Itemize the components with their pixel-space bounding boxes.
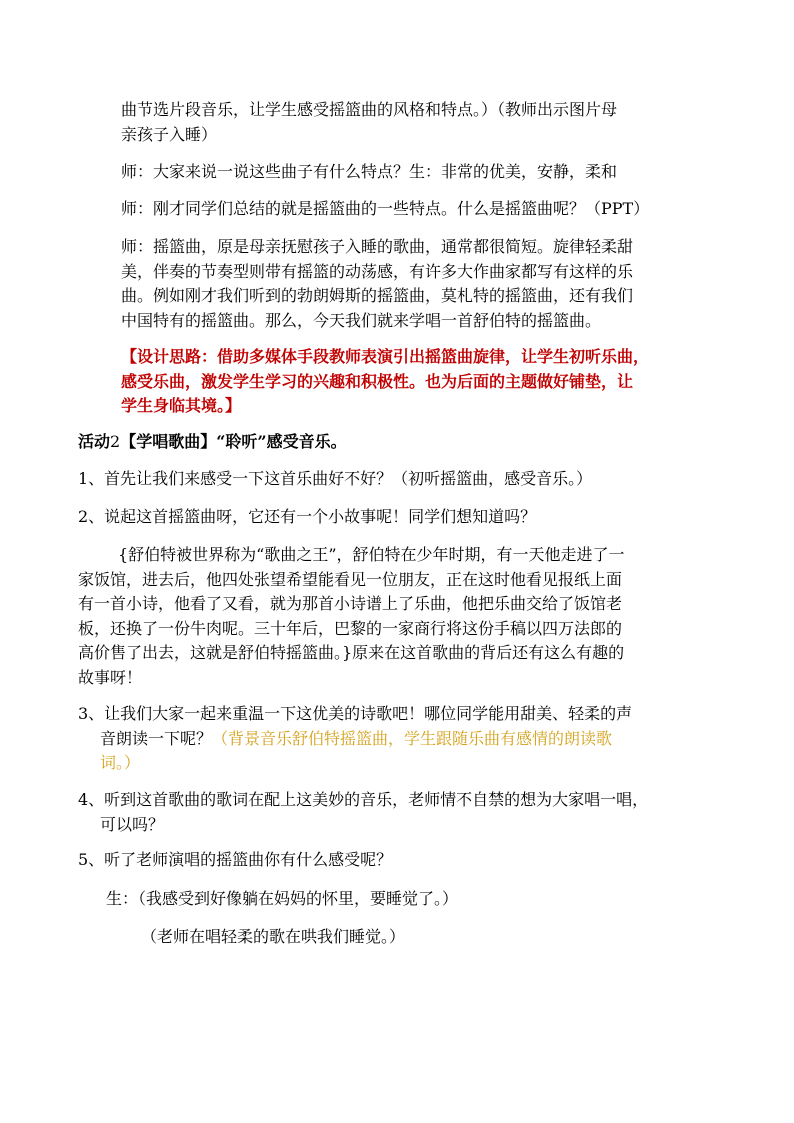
student-response-2: （老师在唱轻柔的歌在哄我们睡觉。） <box>141 927 406 946</box>
story-paragraph <box>78 543 625 690</box>
definition-line-4: 中国特有的摇篮曲。那么，今天我们就来学唱一首舒伯特的摇篮曲。 <box>121 310 602 330</box>
student-response-1: 生：（我感受到好像躺在妈妈的怀里，要睡觉了。） <box>106 889 459 908</box>
item3-line-2 <box>78 727 632 752</box>
activity-title: 【学唱歌曲】“聆听”感受音乐。 <box>120 432 347 451</box>
list-item-5: 5、听了老师演唱的摇篮曲你有什么感受呢？ <box>78 850 393 869</box>
design-note-line-1: 【设计思路：借助多媒体手段教师表演引出摇篮曲旋律，让学生初听乐曲， <box>121 347 650 366</box>
list-item-4 <box>78 788 648 837</box>
story-line-6: 故事呀！ <box>78 667 143 687</box>
item3-line-2-gold: （背景音乐舒伯特摇篮曲，学生跟随乐曲有感情的朗读歌 <box>212 728 613 748</box>
list-item-1: 1、首先让我们来感受一下这首乐曲好不好？（初听摇篮曲，感受音乐。） <box>78 469 593 488</box>
definition-line-1: 师：摇篮曲，原是母亲抚慰孩子入睡的歌曲，通常都很简短。旋律轻柔甜 <box>121 237 634 256</box>
story-line-2: 家饭馆，进去后，他四处张望希望能看见一位朋友，正在这时他看见报纸上面 <box>78 569 623 589</box>
intro-line-1: 曲节选片段音乐，让学生感受摇篮曲的风格和特点。）（教师出示图片母 <box>121 100 618 119</box>
story-line-3: 有一首小诗，他看了又看，就为那首小诗谱上了乐曲，他把乐曲交给了饭馆老 <box>78 594 623 613</box>
activity-heading <box>78 430 347 455</box>
teacher-question-2: 师：刚才同学们总结的就是摇篮曲的一些特点。什么是摇篮曲呢？（PPT） <box>121 199 650 218</box>
definition-line-3: 曲。例如刚才我们听到的勃朗姆斯的摇篮曲，莫札特的摇篮曲，还有我们 <box>121 286 634 305</box>
list-item-3 <box>78 702 632 776</box>
item3-line-1: 3、让我们大家一起来重温一下这优美的诗歌吧！哪位同学能用甜美、轻柔的声 <box>78 704 633 723</box>
teacher-question-1: 师：大家来说一说这些曲子有什么特点？生：非常的优美，安静，柔和 <box>121 162 618 181</box>
story-line-4: 板，还换了一份牛肉呢。三十年后，巴黎的一家商行将这份手稿以四万法郎的 <box>78 618 623 638</box>
definition-line-2: 美，伴奏的节奏型则带有摇篮的动荡感，有许多大作曲家都写有这样的乐 <box>121 261 634 281</box>
story-line-1: {舒伯特被世界称为“歌曲之王”，舒伯特在少年时期，有一天他走进了一 <box>118 545 625 564</box>
intro-paragraph <box>121 98 617 147</box>
item3-line-2-plain: 音朗读一下呢？ <box>100 728 213 748</box>
item4-line-2: 可以吗？ <box>100 814 165 834</box>
design-note <box>121 345 649 419</box>
list-item-2: 2、说起这首摇篮曲呀，它还有一个小故事呢！同学们想知道吗？ <box>78 507 537 526</box>
definition-paragraph <box>121 235 633 333</box>
story-line-5: 高价售了出去，这就是舒伯特摇篮曲。}原来在这首歌曲的背后还有这么有趣的 <box>78 643 625 662</box>
design-note-line-3: 学生身临其境。】 <box>121 396 242 415</box>
design-note-line-2: 感受乐曲，激发学生学习的兴趣和积极性。也为后面的主题做好铺垫，让 <box>121 371 634 391</box>
activity-prefix: 活动 <box>78 432 111 451</box>
item4-line-1: 4、听到这首歌曲的歌词在配上这美妙的音乐，老师情不自禁的想为大家唱一唱， <box>78 790 649 809</box>
intro-line-2: 亲孩子入睡） <box>121 124 218 144</box>
activity-number: 2 <box>110 432 121 451</box>
item3-line-3: 词。） <box>100 753 141 772</box>
